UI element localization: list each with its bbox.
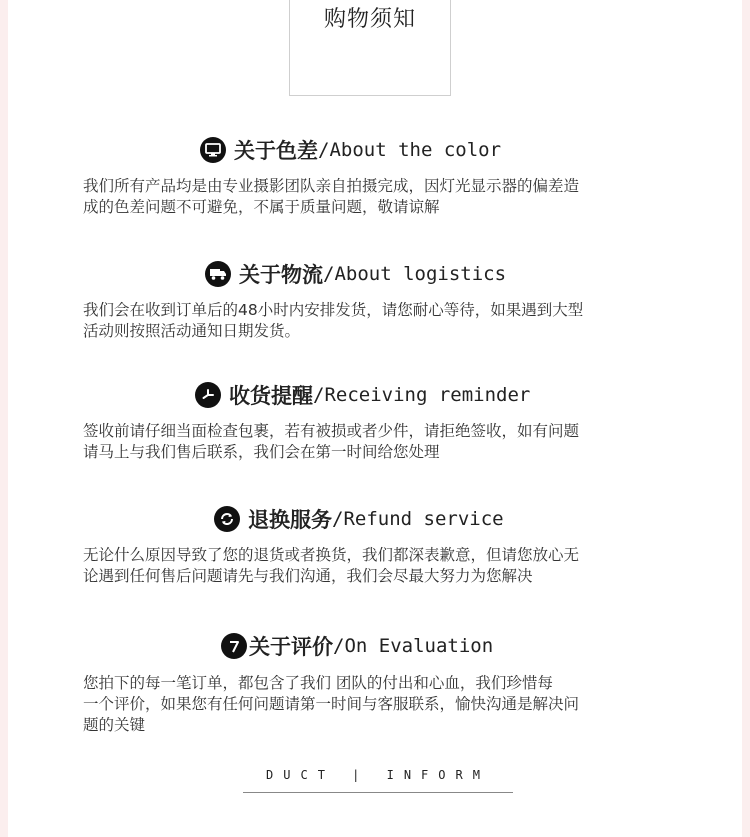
section-logistics-heading <box>205 259 506 289</box>
section-evaluation-title-zh: 关于评价 <box>249 635 333 659</box>
seven-icon <box>221 633 247 659</box>
section-color-title-en: /About the color <box>318 139 502 161</box>
section-logistics-line: 活动则按照活动通知日期发货。 <box>83 322 301 340</box>
page-title-box <box>289 0 451 96</box>
section-receiving-body <box>83 421 683 463</box>
section-receiving-title-zh: 收货提醒 <box>229 384 313 408</box>
section-refund-title-en: /Refund service <box>332 508 504 530</box>
section-color-line: 我们所有产品均是由专业摄影团队亲自拍摄完成，因灯光显示器的偏差造 <box>83 177 580 195</box>
section-receiving-line: 请马上与我们售后联系，我们会在第一时间给您处理 <box>83 443 440 461</box>
section-logistics-title-en: /About logistics <box>323 263 507 285</box>
footer-banner <box>243 764 513 793</box>
section-refund-heading <box>214 504 504 534</box>
left-edge-strip <box>0 0 8 837</box>
section-evaluation-line: 题的关键 <box>83 716 146 734</box>
footer-text: DUCT | INFORM <box>266 768 490 782</box>
section-refund-line: 无论什么原因导致了您的退货或者换货，我们都深表歉意，但请您放心无 <box>83 546 580 564</box>
section-refund-line: 论遇到任何售后问题请先与我们沟通，我们会尽最大努力为您解决 <box>83 567 533 585</box>
section-evaluation-body <box>83 673 683 736</box>
section-color-body <box>83 176 683 218</box>
section-refund-title-zh: 退换服务 <box>248 508 332 532</box>
section-color-heading <box>200 135 501 165</box>
truck-icon <box>205 261 231 287</box>
monitor-icon <box>200 137 226 163</box>
section-color-line: 成的色差问题不可避免，不属于质量问题，敬请谅解 <box>83 198 440 216</box>
section-evaluation-heading <box>221 631 493 661</box>
clock-icon <box>195 382 221 408</box>
section-logistics-line: 我们会在收到订单后的48小时内安排发货，请您耐心等待，如果遇到大型 <box>83 301 584 319</box>
section-logistics-body <box>83 300 683 342</box>
right-edge-strip <box>742 0 750 837</box>
section-logistics-title-zh: 关于物流 <box>239 263 323 287</box>
section-receiving-line: 签收前请仔细当面检查包裹，若有被损或者少件，请拒绝签收，如有问题 <box>83 422 580 440</box>
refresh-icon <box>214 506 240 532</box>
section-refund-body <box>83 545 683 587</box>
section-evaluation-title-en: /On Evaluation <box>333 635 494 657</box>
section-evaluation-line: 一个评价，如果您有任何问题请第一时间与客服联系，愉快沟通是解决问 <box>83 695 580 713</box>
section-receiving-heading <box>195 380 530 410</box>
page-title: 购物须知 <box>323 7 416 32</box>
section-color-title-zh: 关于色差 <box>234 139 318 163</box>
section-receiving-title-en: /Receiving reminder <box>313 384 531 406</box>
section-evaluation-line: 您拍下的每一笔订单，都包含了我们 团队的付出和心血，我们珍惜每 <box>83 674 553 692</box>
